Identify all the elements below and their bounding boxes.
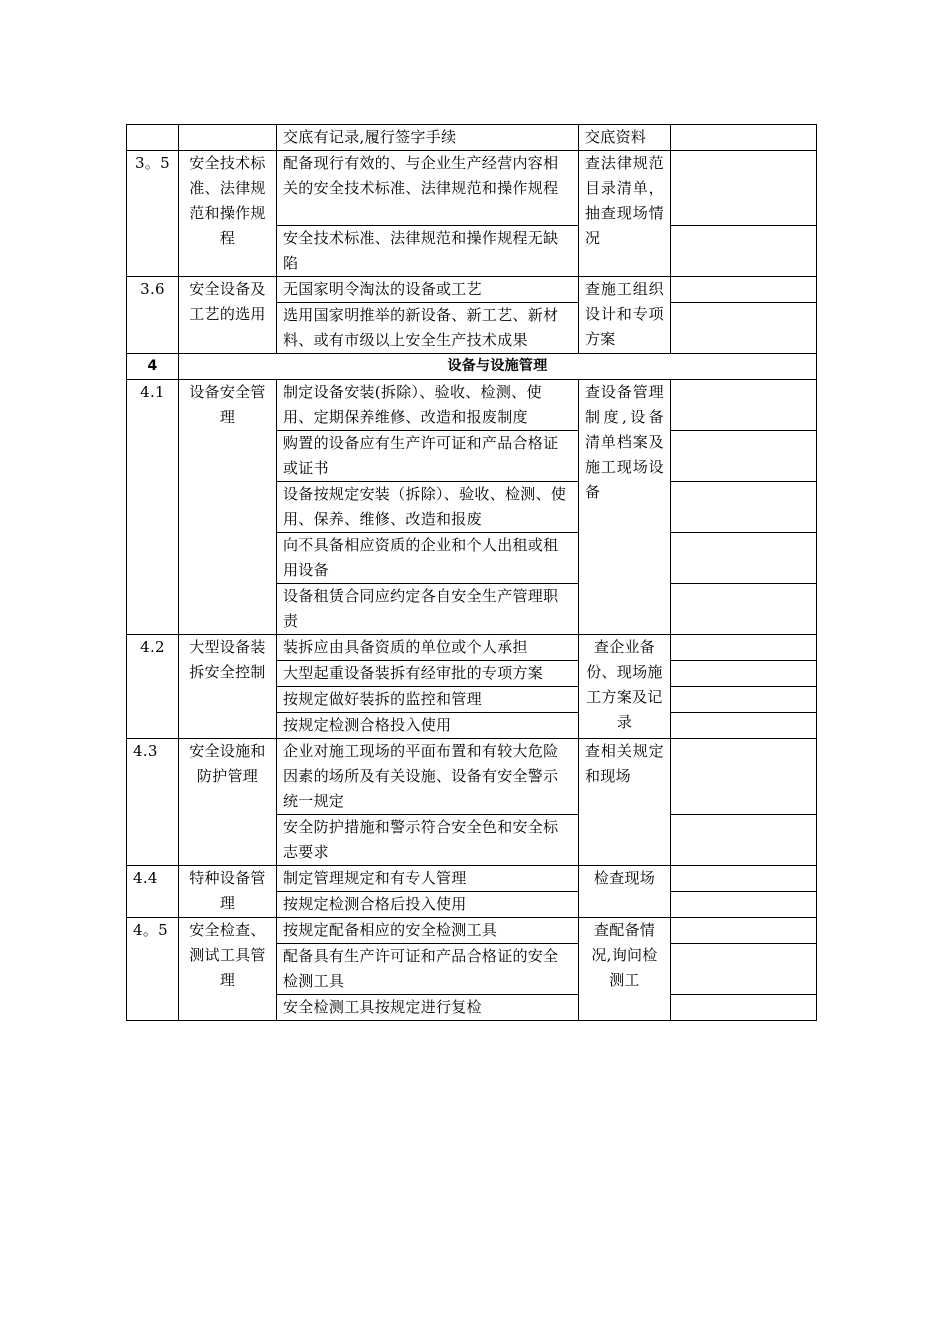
- item-number: 4.1: [127, 380, 179, 635]
- table-row: [127, 125, 817, 151]
- score-cell: [671, 482, 817, 533]
- table-row: [127, 277, 817, 303]
- score-cell: [671, 277, 817, 303]
- score-cell: [671, 995, 817, 1021]
- table-row: [127, 380, 817, 431]
- inspection-table: [126, 124, 817, 1021]
- requirement-text: 企业对施工现场的平面布置和有较大危险因素的场所及有关设施、设备有安全警示统一规定: [277, 739, 579, 815]
- item-number: 3。5: [127, 151, 179, 277]
- score-cell: [671, 661, 817, 687]
- item-number: 4.3: [127, 739, 179, 866]
- table-row: [127, 151, 817, 226]
- check-method: 查配备情况,询问检测工: [579, 918, 671, 1021]
- item-name: 设备安全管理: [179, 380, 277, 635]
- requirement-text: 装拆应由具备资质的单位或个人承担: [277, 635, 579, 661]
- section-title: 设备与设施管理: [179, 354, 817, 380]
- requirement-text: 向不具备相应资质的企业和个人出租或租用设备: [277, 533, 579, 584]
- requirement-text: 设备按规定安装（拆除）、验收、检测、使用、保养、维修、改造和报废: [277, 482, 579, 533]
- check-method: 查法律规范目录清单，抽查现场情况: [579, 151, 671, 277]
- item-number: 4.2: [127, 635, 179, 739]
- score-cell: [671, 739, 817, 815]
- score-cell: [671, 584, 817, 635]
- table-row: [127, 739, 817, 815]
- item-number: [127, 125, 179, 151]
- score-cell: [671, 687, 817, 713]
- item-name: 大型设备装拆安全控制: [179, 635, 277, 739]
- table-row: [127, 918, 817, 944]
- section-number: 4: [127, 354, 179, 380]
- score-cell: [671, 866, 817, 892]
- requirement-text: 按规定配备相应的安全检测工具: [277, 918, 579, 944]
- item-name: 安全技术标准、法律规范和操作规程: [179, 151, 277, 277]
- score-cell: [671, 303, 817, 354]
- item-name: [179, 125, 277, 151]
- requirement-text: 购置的设备应有生产许可证和产品合格证或证书: [277, 431, 579, 482]
- check-method: 查企业备份、现场施工方案及记录: [579, 635, 671, 739]
- score-cell: [671, 226, 817, 277]
- item-name: 特种设备管理: [179, 866, 277, 918]
- requirement-text: 交底有记录,履行签字手续: [277, 125, 579, 151]
- score-cell: [671, 815, 817, 866]
- check-method: 交底资料: [579, 125, 671, 151]
- requirement-text: 大型起重设备装拆有经审批的专项方案: [277, 661, 579, 687]
- score-cell: [671, 713, 817, 739]
- check-method: 查相关规定和现场: [579, 739, 671, 866]
- requirement-text: 按规定检测合格投入使用: [277, 713, 579, 739]
- item-number: 4。5: [127, 918, 179, 1021]
- item-name: 安全检查、测试工具管理: [179, 918, 277, 1021]
- score-cell: [671, 125, 817, 151]
- check-method: 查施工组织设计和专项方案: [579, 277, 671, 354]
- score-cell: [671, 918, 817, 944]
- score-cell: [671, 635, 817, 661]
- item-number: 4.4: [127, 866, 179, 918]
- requirement-text: 安全技术标准、法律规范和操作规程无缺陷: [277, 226, 579, 277]
- section-header-row: [127, 354, 817, 380]
- score-cell: [671, 892, 817, 918]
- requirement-text: 配备现行有效的、与企业生产经营内容相关的安全技术标准、法律规范和操作规程: [277, 151, 579, 226]
- item-name: 安全设备及工艺的选用: [179, 277, 277, 354]
- score-cell: [671, 533, 817, 584]
- check-method: 查设备管理制度,设备清单档案及施工现场设备: [579, 380, 671, 635]
- requirement-text: 无国家明令淘汰的设备或工艺: [277, 277, 579, 303]
- requirement-text: 制定管理规定和有专人管理: [277, 866, 579, 892]
- table-row: [127, 635, 817, 661]
- score-cell: [671, 380, 817, 431]
- item-name: 安全设施和防护管理: [179, 739, 277, 866]
- check-method: 检查现场: [579, 866, 671, 918]
- item-number: 3.6: [127, 277, 179, 354]
- score-cell: [671, 431, 817, 482]
- requirement-text: 选用国家明推举的新设备、新工艺、新材料、或有市级以上安全生产技术成果: [277, 303, 579, 354]
- requirement-text: 按规定做好装拆的监控和管理: [277, 687, 579, 713]
- score-cell: [671, 944, 817, 995]
- requirement-text: 安全防护措施和警示符合安全色和安全标志要求: [277, 815, 579, 866]
- requirement-text: 配备具有生产许可证和产品合格证的安全检测工具: [277, 944, 579, 995]
- requirement-text: 按规定检测合格后投入使用: [277, 892, 579, 918]
- requirement-text: 设备租赁合同应约定各自安全生产管理职责: [277, 584, 579, 635]
- score-cell: [671, 151, 817, 226]
- requirement-text: 制定设备安装(拆除）、验收、检测、使用、定期保养维修、改造和报废制度: [277, 380, 579, 431]
- table-row: [127, 866, 817, 892]
- requirement-text: 安全检测工具按规定进行复检: [277, 995, 579, 1021]
